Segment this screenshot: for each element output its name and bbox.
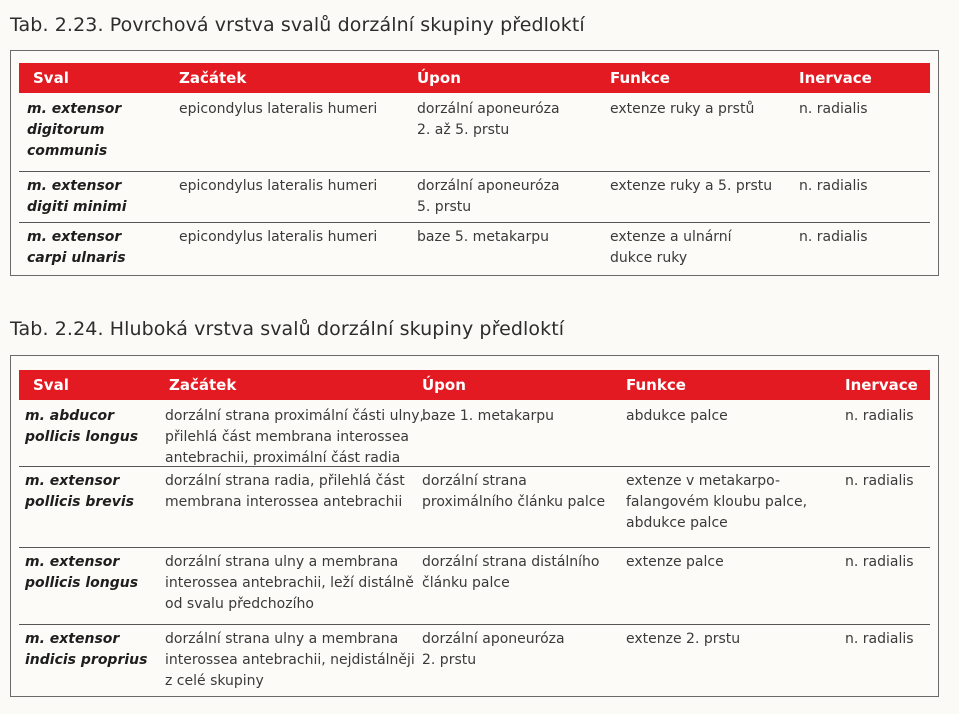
cell-line: baze 5. metakarpu (417, 229, 549, 245)
cell-line: baze 1. metakarpu (422, 408, 554, 424)
header-sval: Sval (33, 376, 69, 394)
table-row (19, 625, 930, 697)
cell-line: dukce ruky (610, 250, 688, 266)
cell-funkce (610, 176, 772, 197)
cell-line: interossea antebrachii, nejdistálněji (165, 652, 415, 668)
cell-upon (422, 406, 554, 427)
cell-line: membrana interossea antebrachii (165, 494, 403, 510)
cell-upon (417, 227, 549, 248)
cell-line: digitorum (27, 122, 105, 138)
cell-funkce (610, 99, 754, 120)
header-funkce: Funkce (610, 69, 670, 87)
cell-line: carpi ulnaris (27, 250, 126, 266)
cell-line: epicondylus lateralis humeri (179, 178, 378, 194)
cell-zacatek (179, 176, 377, 197)
cell-line: digiti minimi (27, 199, 127, 215)
cell-sval (25, 471, 134, 513)
cell-line: 2. prstu (422, 652, 477, 668)
cell-line: antebrachii, proximální část radia (165, 450, 401, 466)
cell-upon (417, 99, 560, 141)
cell-inervace (845, 629, 914, 650)
cell-line: přilehlá část membrana interossea (165, 429, 410, 445)
cell-line: n. radialis (845, 473, 914, 489)
cell-line: dorzální aponeuróza (422, 631, 565, 647)
header-sval: Sval (33, 69, 69, 87)
cell-line: extenze v metakarpo- (626, 473, 781, 489)
cell-line: dorzální strana distálního (422, 554, 600, 570)
cell-zacatek (165, 629, 415, 692)
cell-line: m. extensor (27, 229, 122, 245)
cell-line: n. radialis (799, 101, 868, 117)
cell-line: 5. prstu (417, 199, 472, 215)
cell-sval (25, 552, 138, 594)
cell-funkce (626, 552, 724, 573)
cell-line: n. radialis (799, 178, 868, 194)
cell-sval (25, 406, 138, 448)
cell-sval (27, 99, 121, 162)
cell-line: dorzální strana ulny a membrana (165, 631, 399, 647)
cell-zacatek (165, 471, 405, 513)
cell-line: extenze ruky a 5. prstu (610, 178, 773, 194)
cell-line: m. extensor (25, 631, 120, 647)
cell-line: dorzální aponeuróza (417, 178, 560, 194)
cell-zacatek (165, 406, 424, 469)
cell-line: n. radialis (845, 631, 914, 647)
header-upon: Úpon (417, 69, 461, 87)
cell-line: extenze 2. prstu (626, 631, 741, 647)
table-row (19, 467, 930, 548)
cell-line: dorzální strana ulny a membrana (165, 554, 399, 570)
cell-line: m. extensor (27, 178, 122, 194)
table-deep-layer (10, 355, 939, 697)
header-zacatek: Začátek (179, 69, 247, 87)
cell-line: dorzální aponeuróza (417, 101, 560, 117)
cell-line: dorzální strana (422, 473, 527, 489)
cell-line: communis (27, 143, 108, 159)
cell-line: 2. až 5. prstu (417, 122, 510, 138)
cell-inervace (845, 406, 914, 427)
cell-line: abdukce palce (626, 408, 728, 424)
table-title: Tab. 2.23. Povrchová vrstva svalů dorzální skupiny předloktí (10, 14, 585, 36)
cell-sval (27, 176, 127, 218)
header-inervace: Inervace (845, 376, 918, 394)
cell-line: epicondylus lateralis humeri (179, 229, 378, 245)
table-row (19, 172, 930, 223)
cell-funkce (626, 406, 728, 427)
cell-line: n. radialis (799, 229, 868, 245)
cell-line: m. abducor (25, 408, 115, 424)
cell-line: n. radialis (845, 554, 914, 570)
table-header (19, 370, 930, 400)
cell-line: z celé skupiny (165, 673, 264, 689)
cell-inervace (799, 227, 868, 248)
cell-sval (25, 629, 147, 671)
table-row (19, 95, 930, 172)
cell-line: pollicis longus (25, 429, 139, 445)
table-row (19, 548, 930, 625)
cell-line: proximálního článku palce (422, 494, 606, 510)
cell-inervace (845, 471, 914, 492)
cell-line: extenze a ulnární (610, 229, 732, 245)
cell-upon (422, 471, 605, 513)
cell-inervace (845, 552, 914, 573)
cell-upon (422, 629, 565, 671)
table-body (19, 95, 930, 279)
cell-line: článku palce (422, 575, 510, 591)
cell-line: m. extensor (27, 101, 122, 117)
table-title: Tab. 2.24. Hluboká vrstva svalů dorzální skupiny předloktí (10, 318, 565, 340)
header-inervace: Inervace (799, 69, 872, 87)
cell-line: extenze palce (626, 554, 724, 570)
cell-upon (417, 176, 560, 218)
cell-inervace (799, 99, 868, 120)
cell-line: n. radialis (845, 408, 914, 424)
cell-funkce (610, 227, 732, 269)
cell-line: pollicis longus (25, 575, 139, 591)
cell-line: dorzální strana radia, přilehlá část (165, 473, 405, 489)
cell-line: m. extensor (25, 473, 120, 489)
cell-line: interossea antebrachii, leží distálně (165, 575, 414, 591)
header-zacatek: Začátek (169, 376, 237, 394)
header-upon: Úpon (422, 376, 466, 394)
cell-funkce (626, 629, 740, 650)
header-funkce: Funkce (626, 376, 686, 394)
table-body (19, 402, 930, 697)
table-row (19, 223, 930, 279)
table-surface-layer (10, 50, 939, 276)
cell-line: od svalu předchozího (165, 596, 314, 612)
cell-zacatek (179, 227, 377, 248)
table-header (19, 63, 930, 93)
cell-line: abdukce palce (626, 515, 728, 531)
cell-line: dorzální strana proximální části ulny, (165, 408, 424, 424)
cell-zacatek (165, 552, 414, 615)
cell-inervace (799, 176, 868, 197)
cell-zacatek (179, 99, 377, 120)
cell-line: extenze ruky a prstů (610, 101, 755, 117)
cell-funkce (626, 471, 807, 534)
cell-line: pollicis brevis (25, 494, 135, 510)
cell-sval (27, 227, 126, 269)
cell-line: epicondylus lateralis humeri (179, 101, 378, 117)
cell-line: falangovém kloubu palce, (626, 494, 808, 510)
cell-line: m. extensor (25, 554, 120, 570)
cell-upon (422, 552, 600, 594)
table-row (19, 402, 930, 467)
cell-line: indicis proprius (25, 652, 148, 668)
